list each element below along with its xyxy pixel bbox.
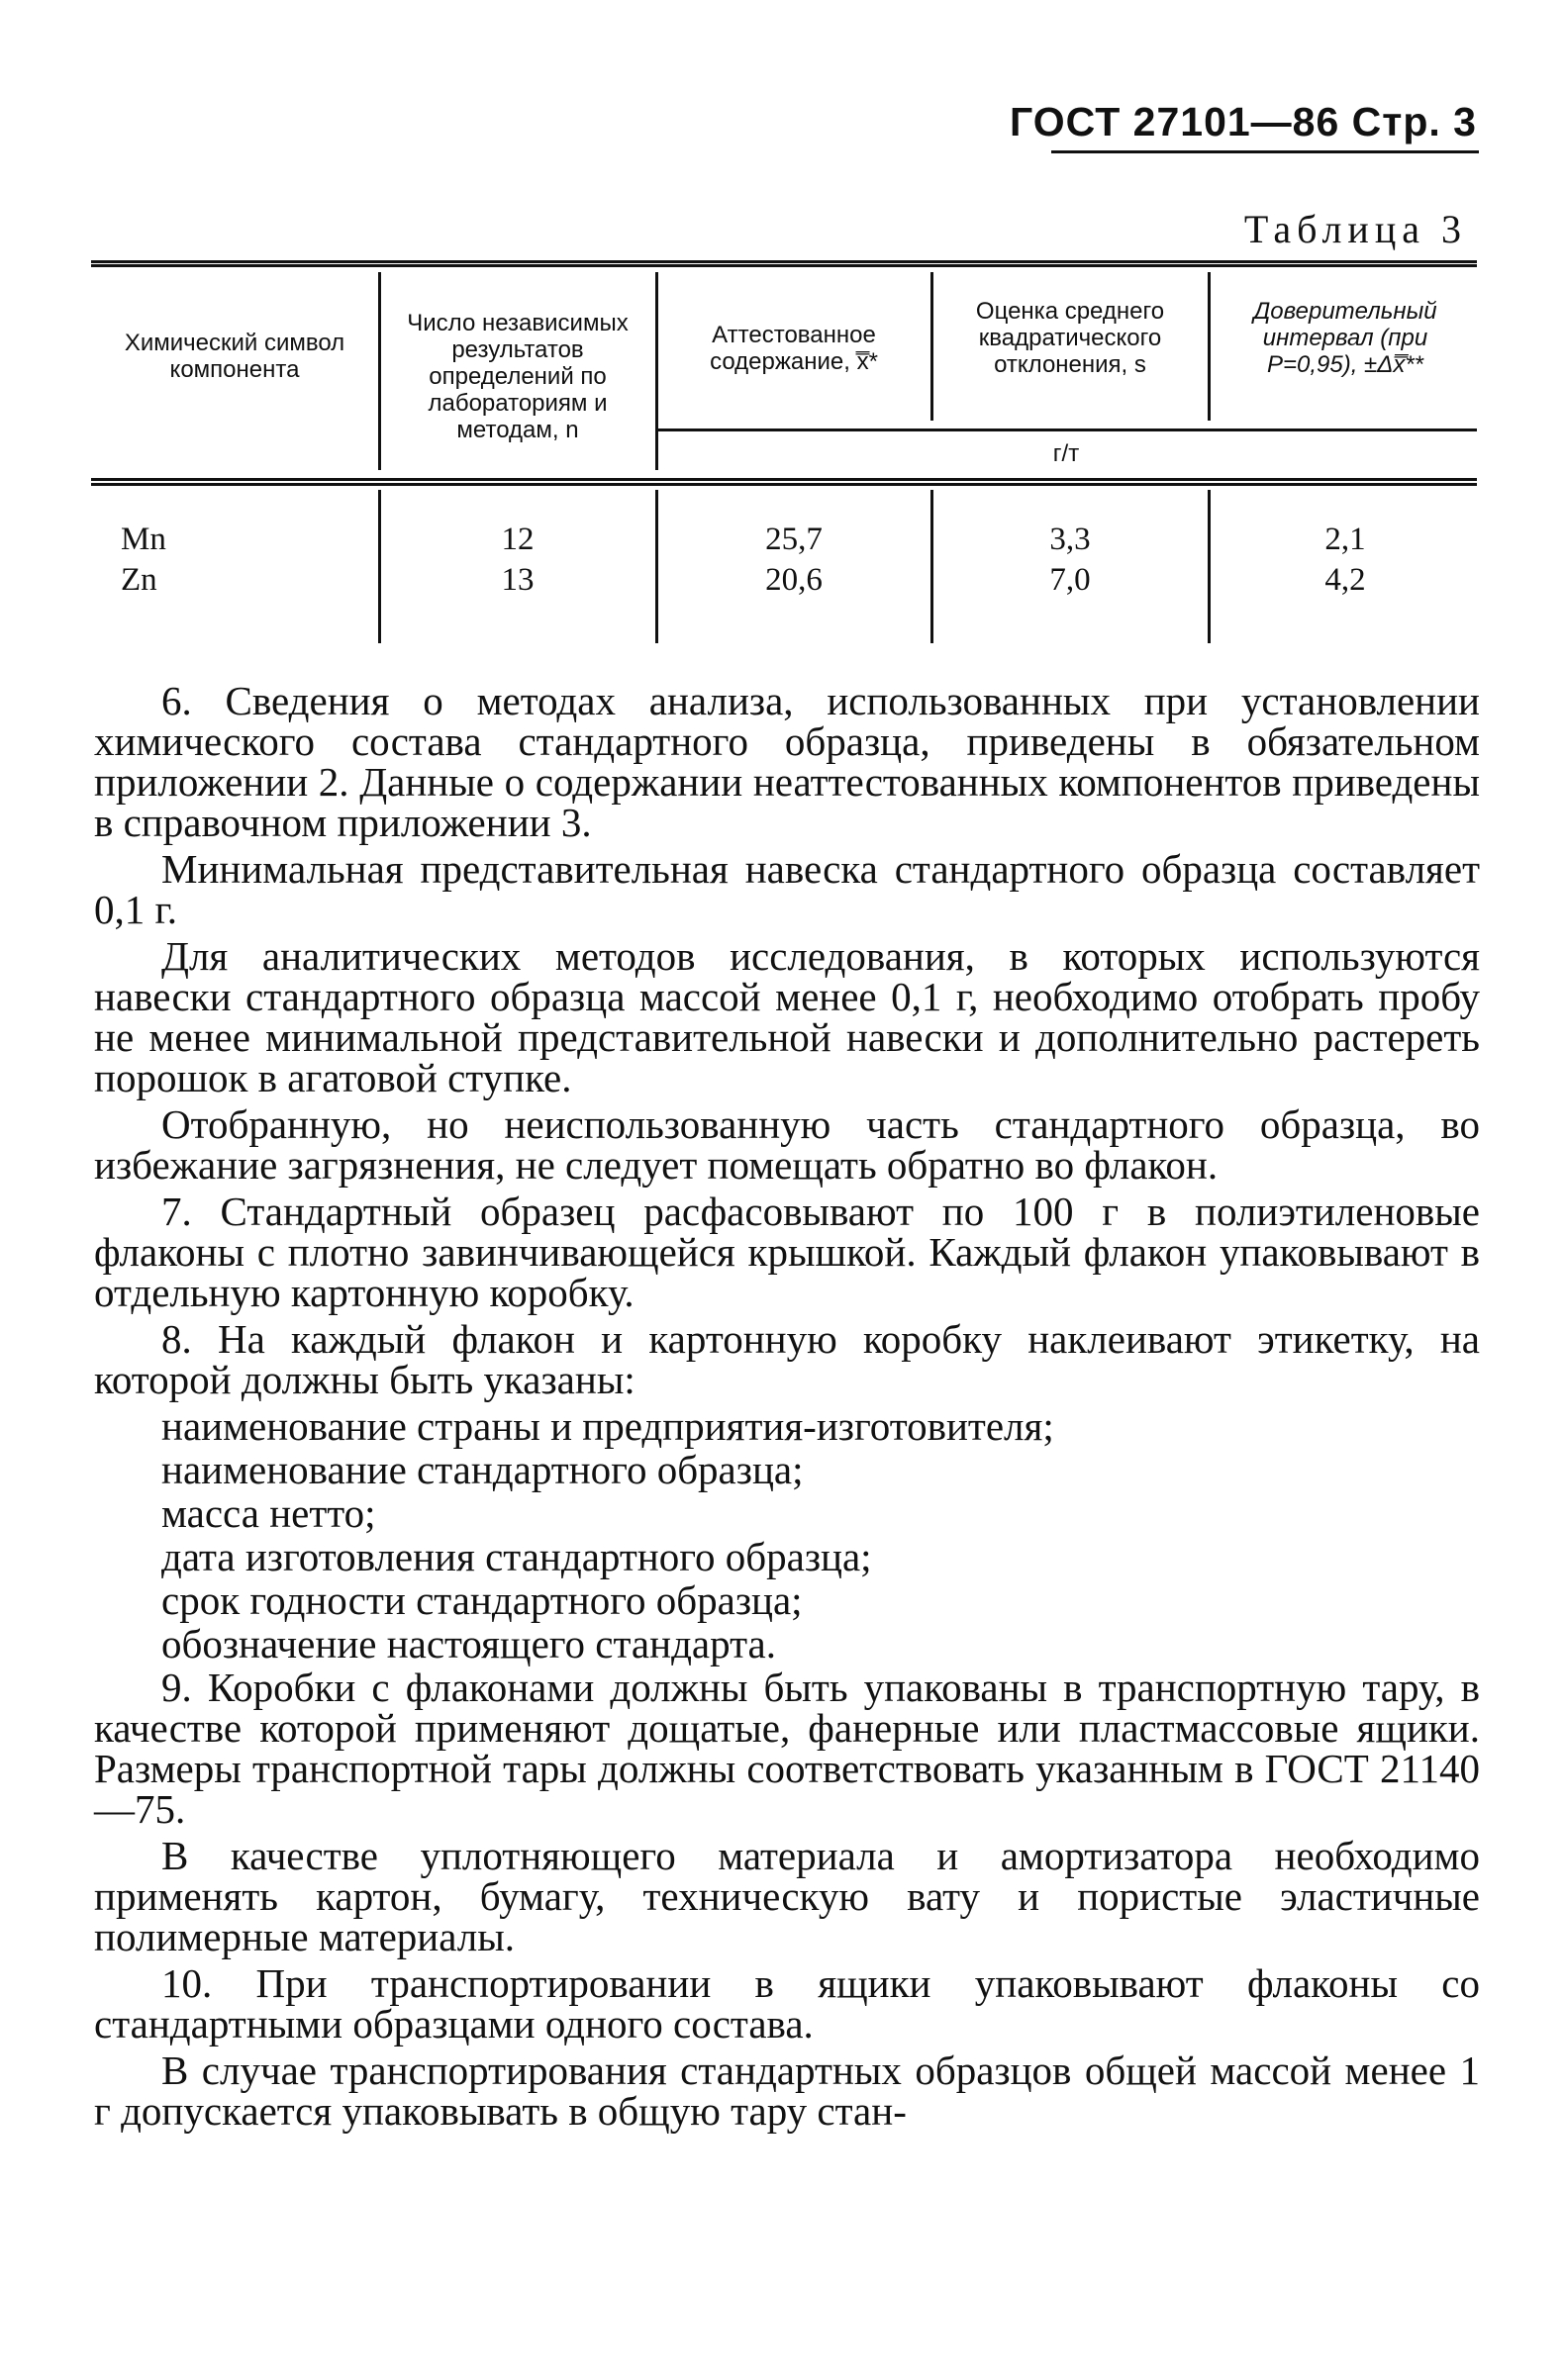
- cell-certified: 20,6: [765, 562, 823, 598]
- col-divider: [930, 272, 933, 421]
- cell-element: Zn: [121, 562, 157, 598]
- paragraph: В качестве уплотняющего материала и амортизатора необходимо применять картон, бумагу, техническую вату и пористые эластичные полимерные материалы.: [94, 1833, 1480, 1959]
- col-certified: [665, 520, 923, 601]
- unit-rule: [655, 428, 1477, 431]
- table-top-rule-2: [91, 264, 1477, 267]
- cell-s: 3,3: [1049, 522, 1091, 557]
- paragraph: Для аналитических методов исследования, в которых используются навески стандартного образца массой менее 0,1 г, необходимо отобрать пробу не менее минимальной представительной навески и дополнительно растереть порошок в агатовой ступке.: [94, 933, 1480, 1100]
- cell-interval: 4,2: [1324, 562, 1366, 598]
- data-table: [91, 260, 1477, 643]
- label-item: дата изготовления стандартного образца;: [161, 1534, 872, 1579]
- col-divider: [1208, 272, 1211, 421]
- cell-n: 13: [501, 562, 535, 598]
- cell-certified: 25,7: [765, 522, 823, 557]
- label-item: срок годности стандартного образца;: [161, 1577, 803, 1623]
- table-top-rule: [91, 260, 1477, 263]
- cell-n: 12: [501, 522, 535, 557]
- cell-s: 7,0: [1049, 562, 1091, 598]
- col-divider: [378, 272, 381, 470]
- paragraph: 8. На каждый флакон и картонную коробку наклеивают этикетку, на которой должны быть указаны:: [94, 1316, 1480, 1402]
- col-interval: [1218, 520, 1473, 601]
- col-divider: [655, 490, 658, 643]
- unit-label: г/т: [1052, 440, 1080, 467]
- col-divider: [1208, 490, 1211, 643]
- col-s: [940, 520, 1200, 601]
- col-divider: [930, 490, 933, 643]
- col-header-n: Число независимых результатов определений по лабораториям и методам, n: [407, 310, 629, 443]
- col-divider: [378, 490, 381, 643]
- col-n: [388, 520, 647, 601]
- label-item: масса нетто;: [161, 1490, 376, 1536]
- col-header-interval: Доверительный интервал (при P=0,95), ±Δx̿**: [1253, 298, 1437, 378]
- col-element: [111, 520, 368, 601]
- table-caption: Таблица 3: [1243, 207, 1467, 251]
- header-bottom-rule-2: [91, 483, 1477, 486]
- col-header-s: Оценка среднего квадратического отклонения, s: [975, 298, 1165, 378]
- label-item: наименование стандартного образца;: [161, 1447, 804, 1492]
- header-bottom-rule: [91, 478, 1477, 481]
- col-header-element: Химический символ компонента: [124, 330, 345, 383]
- paragraph: Отобранную, но неиспользованную часть стандартного образца, во избежание загрязнения, не следует помещать обратно во флакон.: [94, 1101, 1480, 1188]
- col-header-certified: Аттестованное содержание, x̿*: [710, 322, 878, 375]
- paragraph: В случае транспортирования стандартных образцов общей массой менее 1 г допускается упаковывать в общую тару стан-: [94, 2047, 1480, 2134]
- label-item: наименование страны и предприятия-изготовителя;: [161, 1403, 1054, 1449]
- paragraph: 9. Коробки с флаконами должны быть упакованы в транспортную тару, в качестве которой применяют дощатые, фанерные или пластмассовые ящики. Размеры транспортной тары должны соответствовать указанным в ГОСТ 21140—75.: [94, 1665, 1480, 1832]
- cell-interval: 2,1: [1324, 522, 1366, 557]
- body-text: [94, 678, 1480, 2138]
- paragraph: 10. При транспортировании в ящики упаковывают флаконы со стандартными образцами одного состава.: [94, 1960, 1480, 2047]
- paragraph: Минимальная представительная навеска стандартного образца составляет 0,1 г.: [94, 846, 1480, 932]
- header-rule: [1051, 150, 1479, 153]
- paragraph: 7. Стандартный образец расфасовывают по 100 г в полиэтиленовые флаконы с плотно завинчивающейся крышкой. Каждый флакон упаковывают в отдельную картонную коробку.: [94, 1189, 1480, 1315]
- cell-element: Mn: [121, 522, 166, 557]
- label-item: обозначение настоящего стандарта.: [161, 1621, 776, 1666]
- page-header: ГОСТ 27101—86 Стр. 3: [1010, 99, 1477, 144]
- paragraph: 6. Сведения о методах анализа, использованных при установлении химического состава стандартного образца, приведены в обязательном приложении 2. Данные о содержании неаттестованных компонентов приведены в справочном приложении 3.: [94, 678, 1480, 845]
